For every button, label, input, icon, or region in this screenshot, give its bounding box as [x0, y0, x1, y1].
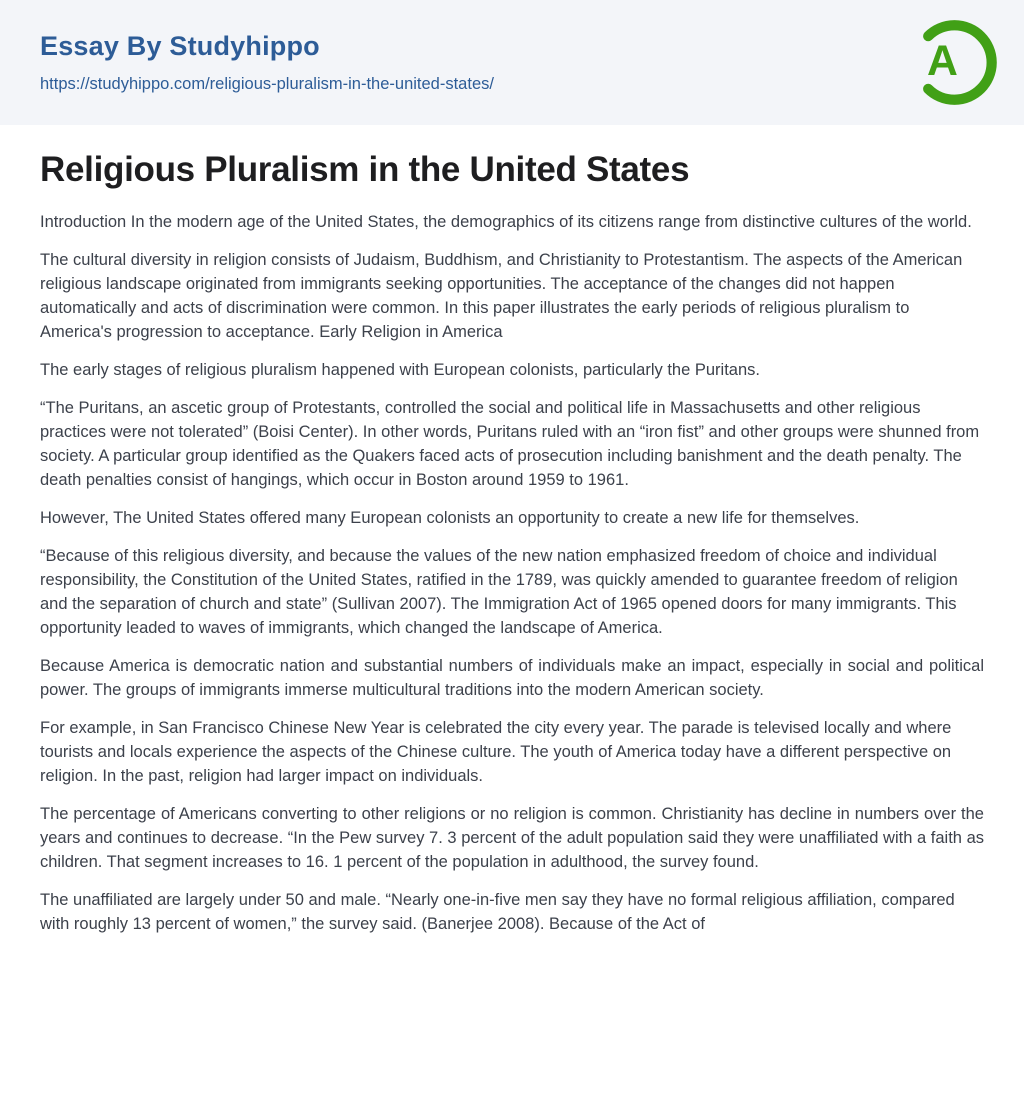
essay-paragraph-7: Because America is democratic nation and substantial numbers of individuals make an impact, especially in social and political power. The groups of immigrants immerse multicultural traditions into the modern American society. — [40, 657, 984, 700]
essay-paragraph-4: “The Puritans, an ascetic group of Protestants, controlled the social and political life in Massachusetts and other religious practices were not tolerated” (Boisi Center). In other words, Puritans ruled with an “iron fist” and other groups were shunned from society. A particular group identified as the Quakers faced acts of prosecution including banishment and the death penalty. The death penalties consist of hangings, which occur in Boston around 1959 to 1961. — [40, 399, 980, 490]
essay-paragraph-1: Introduction In the modern age of the United States, the demographics of its citizens range from distinctive cultures of the world. — [40, 213, 972, 232]
essay-paragraph-9: The percentage of Americans converting to other religions or no religion is common. Christianity has decline in numbers over the years and continues to decrease. “In the Pew survey 7. 3 percent of the adult population said they were unaffiliated with a faith as children. That segment increases to 16. 1 percent of the population in adulthood, the survey found. — [40, 805, 984, 872]
brand-title: Essay By Studyhippo — [40, 31, 320, 62]
studyhippo-logo-icon — [908, 16, 1001, 109]
logo-letter: A — [926, 37, 958, 86]
source-url-link[interactable]: https://studyhippo.com/religious-pluralism-in-the-united-states/ — [40, 74, 494, 93]
essay-paragraph-2: The cultural diversity in religion consists of Judaism, Buddhism, and Christianity to Protestantism. The aspects of the American religious landscape originated from immigrants seeking opportunities. The acceptance of the changes did not happen automatically and acts of discrimination were common. In this paper illustrates the early periods of religious pluralism to America's progression to acceptance. Early Religion in America — [40, 251, 963, 342]
page-header — [0, 0, 1024, 125]
essay-title: Religious Pluralism in the United States — [40, 150, 690, 189]
essay-paragraph-10: The unaffiliated are largely under 50 and male. “Nearly one-in-five men say they have no formal religious affiliation, compared with roughly 13 percent of women,” the survey said. (Banerjee 2008). Because of the Act of — [40, 891, 955, 934]
brand-block — [40, 32, 494, 93]
essay-paragraph-8: For example, in San Francisco Chinese New Year is celebrated the city every year. The parade is televised locally and where tourists and locals experience the aspects of the Chinese culture. The youth of America today have a different perspective on religion. In the past, religion had larger impact on individuals. — [40, 719, 952, 786]
essay-paragraph-3: The early stages of religious pluralism happened with European colonists, particularly the Puritans. — [40, 361, 760, 380]
essay-paragraph-6: “Because of this religious diversity, and because the values of the new nation emphasized freedom of choice and individual responsibility, the Constitution of the United States, ratified in the 1789, was quickly amended to guarantee freedom of religion and the separation of church and state” (Sullivan 2007). The Immigration Act of 1965 opened doors for many immigrants. This opportunity leaded to waves of immigrants, which changed the landscape of America. — [40, 547, 958, 638]
essay-article — [0, 125, 1024, 936]
essay-paragraph-5: However, The United States offered many European colonists an opportunity to create a new life for themselves. — [40, 509, 860, 528]
